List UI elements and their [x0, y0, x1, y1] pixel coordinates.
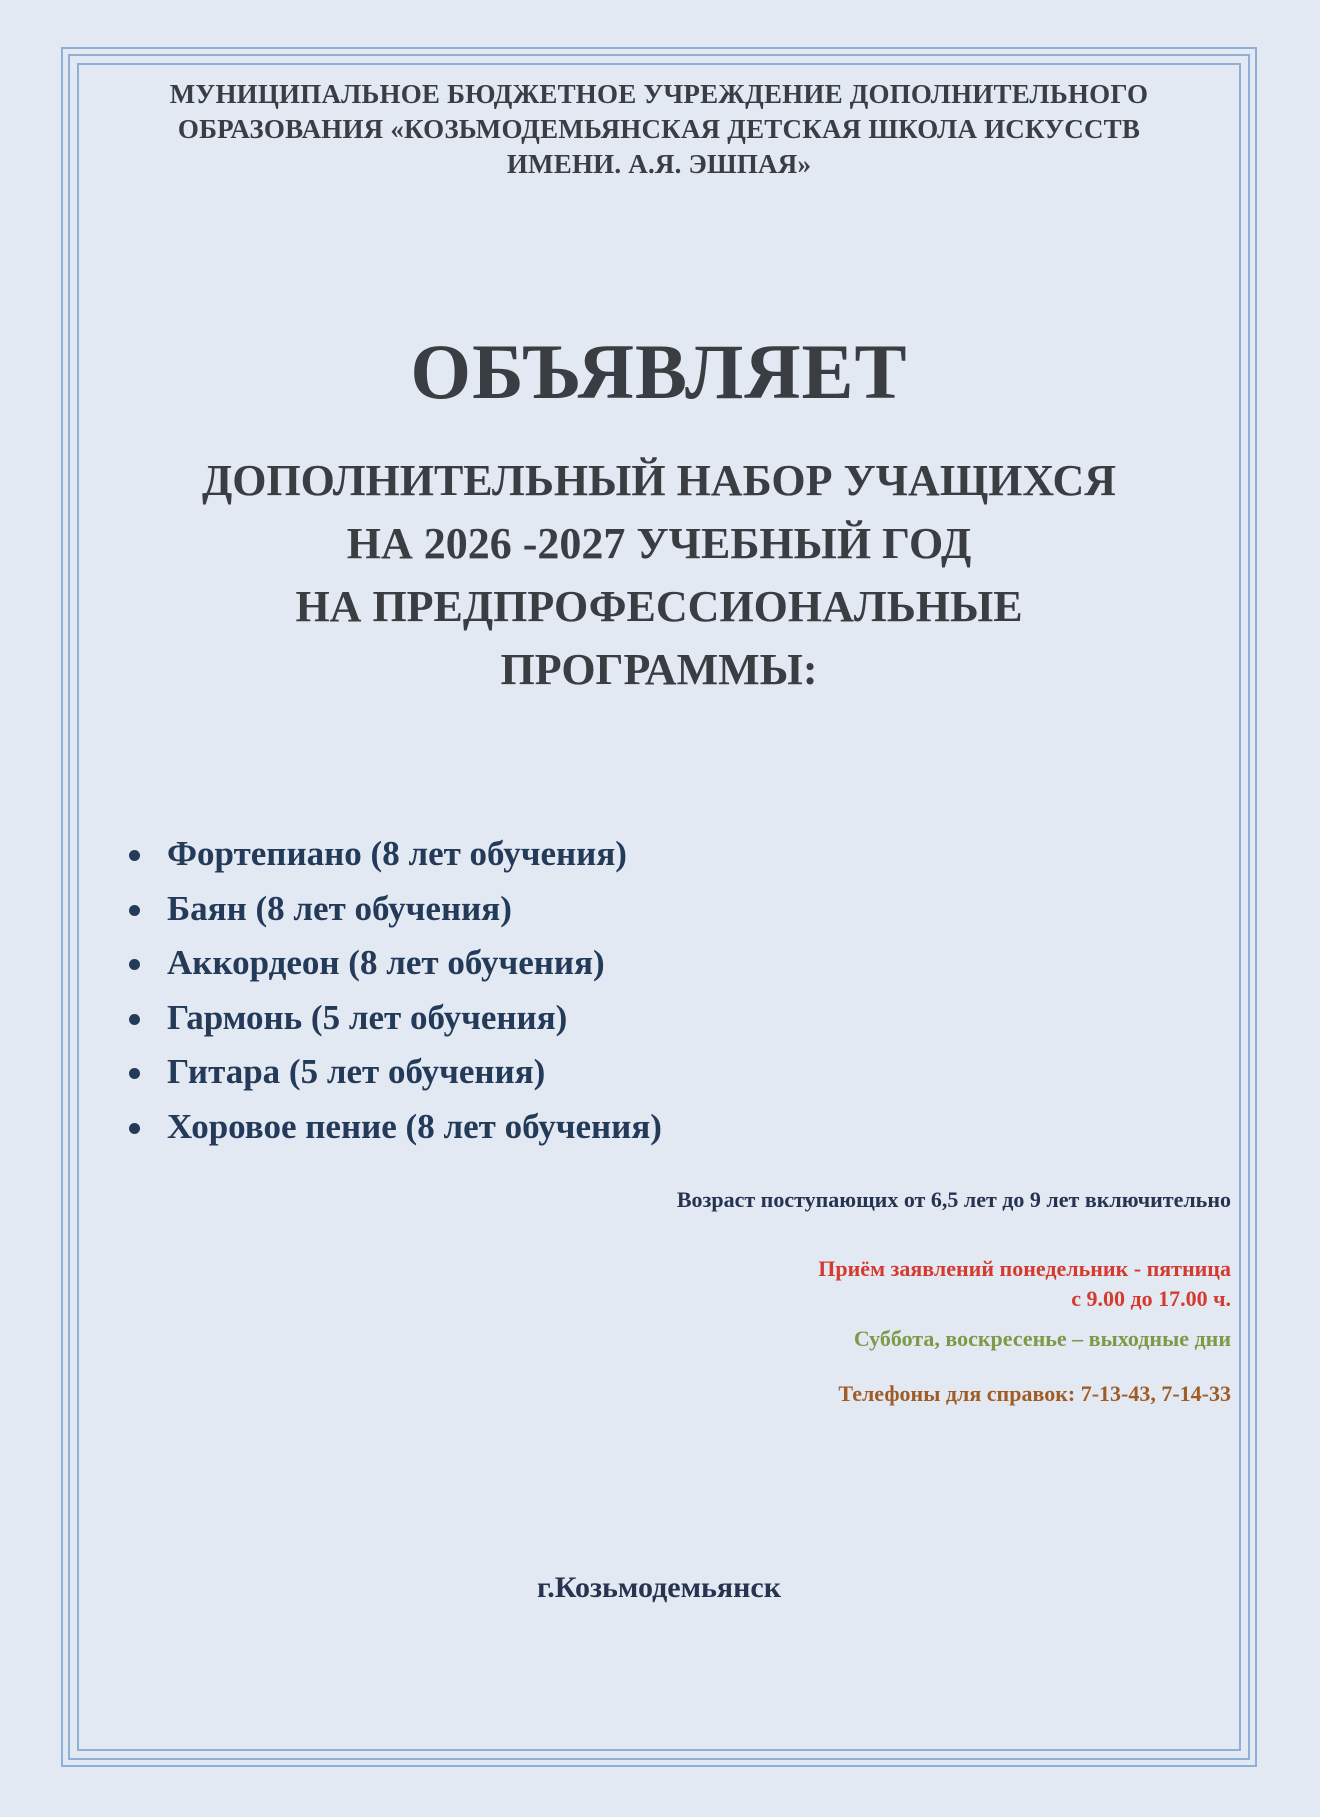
organization-line: МУНИЦИПАЛЬНОЕ БЮДЖЕТНОЕ УЧРЕЖДЕНИЕ ДОПОЛНИТЕЛЬНОГО	[169, 79, 1149, 109]
subtitle-line: ПРОГРАММЫ:	[500, 645, 818, 694]
bullet-icon	[129, 1123, 140, 1134]
list-item	[129, 827, 662, 882]
bullet-icon	[129, 959, 140, 970]
age-note: Возраст поступающих от 6,5 лет до 9 лет включительно	[676, 1187, 1231, 1212]
program-label: Аккордеон (8 лет обучения)	[167, 943, 605, 983]
list-item	[129, 1045, 662, 1100]
organization-line: ИМЕНИ. А.Я. ЭШПАЯ»	[506, 149, 812, 179]
program-label: Баян (8 лет обучения)	[167, 888, 512, 928]
bullet-icon	[129, 1068, 140, 1079]
subtitle-line: НА 2026 -2027 УЧЕБНЫЙ ГОД	[346, 519, 972, 568]
subtitle-line: ДОПОЛНИТЕЛЬНЫЙ НАБОР УЧАЩИХСЯ	[201, 456, 1117, 505]
reception-hours	[818, 1254, 1231, 1314]
announcement-page	[61, 47, 1257, 1767]
organization-name	[101, 77, 1217, 182]
programs-list	[129, 827, 662, 1155]
bullet-icon	[129, 1014, 140, 1025]
bullet-icon	[129, 850, 140, 861]
program-label: Хоровое пение (8 лет обучения)	[167, 1106, 662, 1146]
city-name: г.Козьмодемьянск	[537, 1571, 781, 1604]
reception-time: с 9.00 до 17.00 ч.	[1071, 1286, 1231, 1311]
program-label: Гармонь (5 лет обучения)	[167, 997, 568, 1037]
weekend-note: Суббота, воскресенье – выходные дни	[853, 1326, 1231, 1351]
bullet-icon	[129, 905, 140, 916]
subtitle-line: НА ПРЕДПРОФЕССИОНАЛЬНЫЕ	[295, 582, 1023, 631]
phone-numbers: Телефоны для справок: 7-13-43, 7-14-33	[838, 1381, 1231, 1406]
program-label: Гитара (5 лет обучения)	[167, 1052, 546, 1092]
reception-days: Приём заявлений понедельник - пятница	[818, 1256, 1231, 1281]
list-item	[129, 936, 662, 991]
subtitle	[61, 449, 1257, 701]
program-label: Фортепиано (8 лет обучения)	[167, 834, 627, 873]
list-item	[129, 1100, 662, 1155]
organization-line: ОБРАЗОВАНИЯ «КОЗЬМОДЕМЬЯНСКАЯ ДЕТСКАЯ ШКОЛА ИСКУССТВ	[177, 114, 1141, 144]
headline: ОБЪЯВЛЯЕТ	[410, 328, 908, 415]
list-item	[129, 882, 662, 937]
list-item	[129, 991, 662, 1046]
